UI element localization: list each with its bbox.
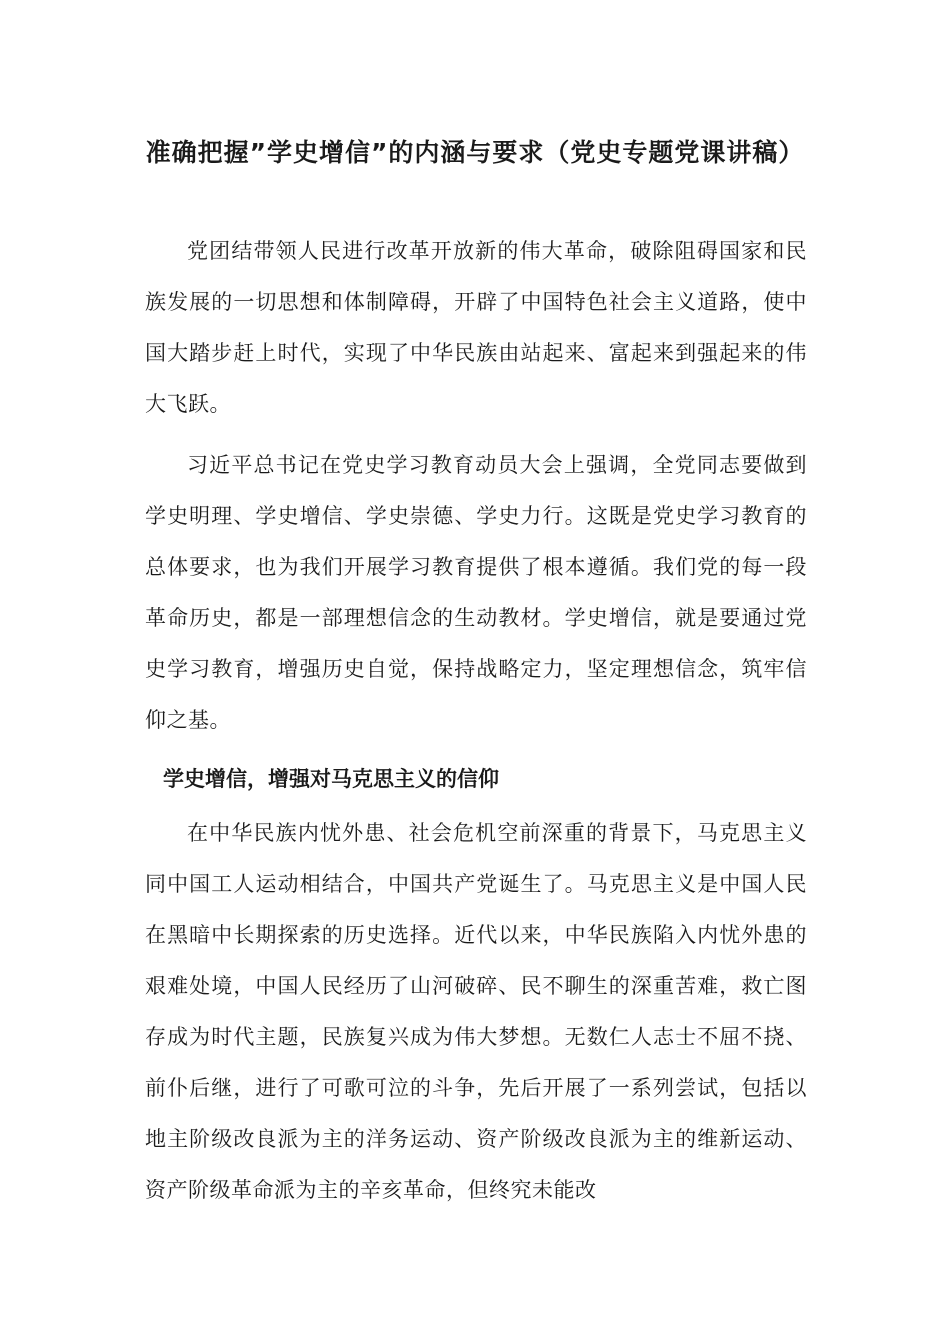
document-title: 准确把握”学史增信”的内涵与要求（党史专题党课讲稿） bbox=[145, 138, 805, 167]
document-body bbox=[145, 226, 807, 1226]
paragraph-intro: 党团结带领人民进行改革开放新的伟大革命，破除阻碍国家和民族发展的一切思想和体制障碍，开辟了中国特色社会主义道路，使中国大踏步赶上时代，实现了中华民族由站起来、富起来到强起来的伟大飞跃。 bbox=[145, 239, 807, 416]
section-heading: 学史增信，增强对马克思主义的信仰 bbox=[163, 767, 499, 791]
paragraph-marxism: 在中华民族内忧外患、社会危机空前深重的背景下，马克思主义同中国工人运动相结合，中国共产党诞生了。马克思主义是中国人民在黑暗中长期探索的历史选择。近代以来，中华民族陷入内忧外患的艰难处境，中国人民经历了山河破碎、民不聊生的深重苦难，救亡图存成为时代主题，民族复兴成为伟大梦想。无数仁人志士不屈不挠、前仆后继，进行了可歌可泣的斗争，先后开展了一系列尝试，包括以地主阶级改良派为主的洋务运动、资产阶级改良派为主的维新运动、资产阶级革命派为主的辛亥革命，但终究未能改 bbox=[145, 821, 807, 1202]
paragraph-requirements: 习近平总书记在党史学习教育动员大会上强调，全党同志要做到学史明理、学史增信、学史崇德、学史力行。这既是党史学习教育的总体要求，也为我们开展学习教育提供了根本遵循。我们党的每一段革命历史，都是一部理想信念的生动教材。学史增信，就是要通过党史学习教育，增强历史自觉，保持战略定力，坚定理想信念，筑牢信仰之基。 bbox=[145, 453, 807, 732]
